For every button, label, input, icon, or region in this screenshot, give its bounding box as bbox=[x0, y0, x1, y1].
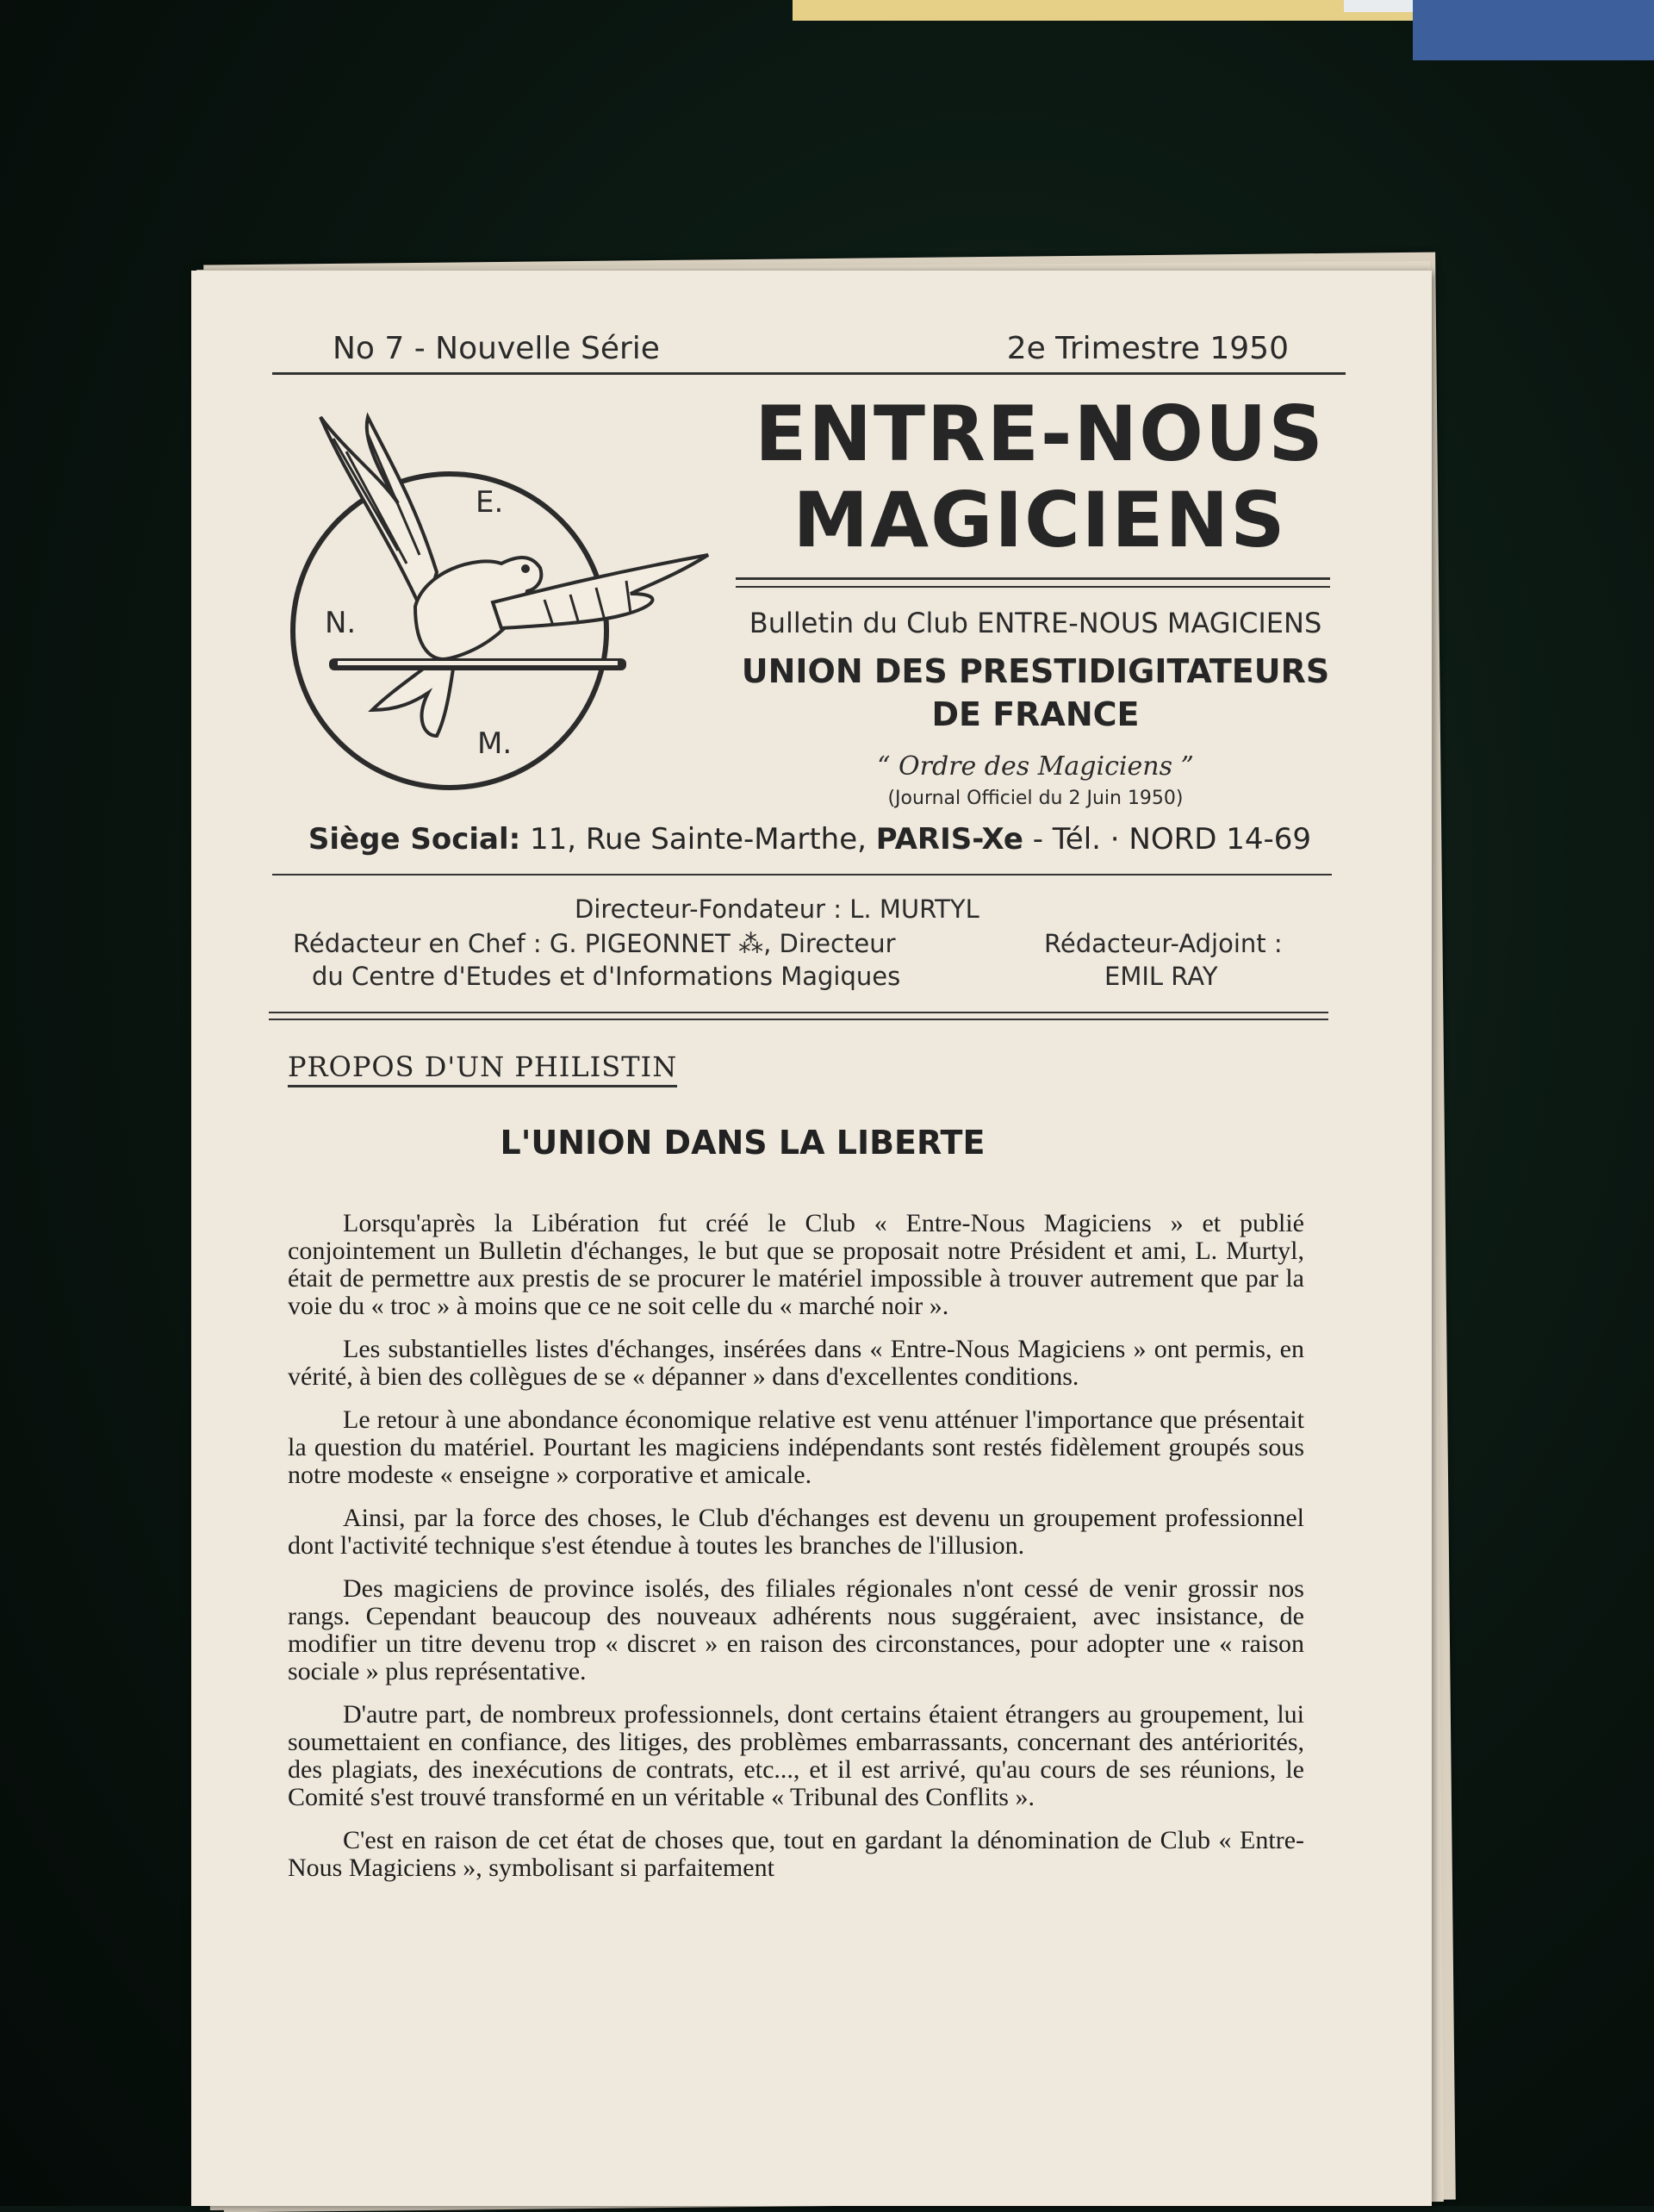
background-blue-card bbox=[1413, 0, 1654, 60]
masthead-title-line2: MAGICIENS bbox=[793, 476, 1287, 564]
article-paragraph: Le retour à une abondance économique relative est venu atténuer l'importance que présentait la question du matériel. Pourtant les magiciens indépendants sont restés fidèlement groupés sous notre modeste « enseigne » corporative et amicale. bbox=[288, 1405, 1304, 1489]
masthead-title bbox=[734, 391, 1346, 564]
article-title: L'UNION DANS LA LIBERTE bbox=[500, 1124, 986, 1162]
centre-etudes: du Centre d'Etudes et d'Informations Magiques bbox=[312, 962, 901, 991]
staff-rule-top bbox=[269, 1012, 1328, 1013]
directeur-fondateur: Directeur-Fondateur : L. MURTYL bbox=[575, 894, 979, 924]
masthead-rule-top bbox=[736, 577, 1330, 580]
masthead-rule-bottom bbox=[736, 586, 1330, 588]
redacteur-en-chef: Rédacteur en Chef : G. PIGEONNET ⁂, Directeur bbox=[293, 929, 896, 958]
staff-rule-bottom bbox=[269, 1019, 1328, 1020]
issue-number: No 7 - Nouvelle Série bbox=[333, 331, 660, 366]
article-paragraph: Lorsqu'après la Libération fut créé le Club « Entre-Nous Magiciens » et publié conjointement un Bulletin d'échanges, le but que se proposait notre Président et ami, L. Murtyl, était de permettre aux prestis de se procurer le matériel impossible à trouver autrement que par la voie du « troc » à moins que ce ne soit celle du « marché noir ». bbox=[288, 1209, 1304, 1320]
redacteur-adjoint-name: EMIL RAY bbox=[1104, 962, 1218, 991]
article-paragraph: C'est en raison de cet état de choses que, tout en gardant la dénomination de Club « Entre-Nous Magiciens », symbolisant si parfaitement bbox=[288, 1826, 1304, 1882]
article-paragraph: Ainsi, par la force des choses, le Club d'échanges est devenu un groupement professionnel dont l'activité technique s'est étendue à toutes les branches de l'illusion. bbox=[288, 1504, 1304, 1560]
header-rule bbox=[272, 372, 1346, 375]
siege-address: 11, Rue Sainte-Marthe, bbox=[520, 822, 876, 857]
bulletin-page bbox=[191, 271, 1432, 2206]
emblem-letter-m: M. bbox=[477, 726, 513, 761]
union-name-line2: DE FRANCE bbox=[931, 695, 1140, 733]
union-name bbox=[725, 650, 1346, 736]
siege-social-line bbox=[191, 822, 1311, 857]
article-body bbox=[288, 1210, 1304, 1882]
bulletin-subtitle: Bulletin du Club ENTRE-NOUS MAGICIENS bbox=[749, 607, 1322, 639]
journal-officiel-note: (Journal Officiel du 2 Juin 1950) bbox=[887, 788, 1184, 809]
ordre-tagline: “ Ordre des Magiciens ” bbox=[877, 751, 1194, 782]
section-label: PROPOS D'UN PHILISTIN bbox=[288, 1050, 677, 1087]
article-paragraph: D'autre part, de nombreux professionnels, dont certains étaient étrangers au groupement, lui soumettaient en confiance, des litiges, des problèmes embarrassants, concernant des antériorités, des plagiats, des inexécutions de contrats, etc..., et il est arrivé, qu'au cours de ses réunions, le Comité s'est trouvé transformé en un véritable « Tribunal des Conflits ». bbox=[288, 1700, 1304, 1811]
siege-rule bbox=[272, 874, 1332, 875]
siege-tel: - Tél. · NORD 14-69 bbox=[1023, 822, 1311, 857]
emblem-letter-e: E. bbox=[476, 485, 504, 520]
emblem-letter-n: N. bbox=[325, 606, 357, 640]
redacteur-adjoint-label: Rédacteur-Adjoint : bbox=[1044, 929, 1283, 958]
union-name-line1: UNION DES PRESTIDIGITATEURS bbox=[741, 652, 1330, 690]
siege-label: Siège Social: bbox=[308, 822, 521, 857]
issue-quarter: 2e Trimestre 1950 bbox=[1006, 331, 1289, 366]
dove-emblem bbox=[286, 400, 717, 796]
siege-city: PARIS-Xe bbox=[875, 822, 1023, 857]
article-paragraph: Des magiciens de province isolés, des filiales régionales n'ont cessé de venir grossir nos rangs. Cependant beaucoup des nouveaux adhérents nous suggéraient, avec insistance, de modifier un titre devenu trop « discret » en raison des circonstances, pour adopter une « raison sociale » plus représentative. bbox=[288, 1574, 1304, 1685]
article-paragraph: Les substantielles listes d'échanges, insérées dans « Entre-Nous Magiciens » ont permis, en vérité, à bien des collègues de se « dépanner » dans d'excellentes conditions. bbox=[288, 1335, 1304, 1391]
masthead-title-line1: ENTRE-NOUS bbox=[755, 389, 1325, 478]
